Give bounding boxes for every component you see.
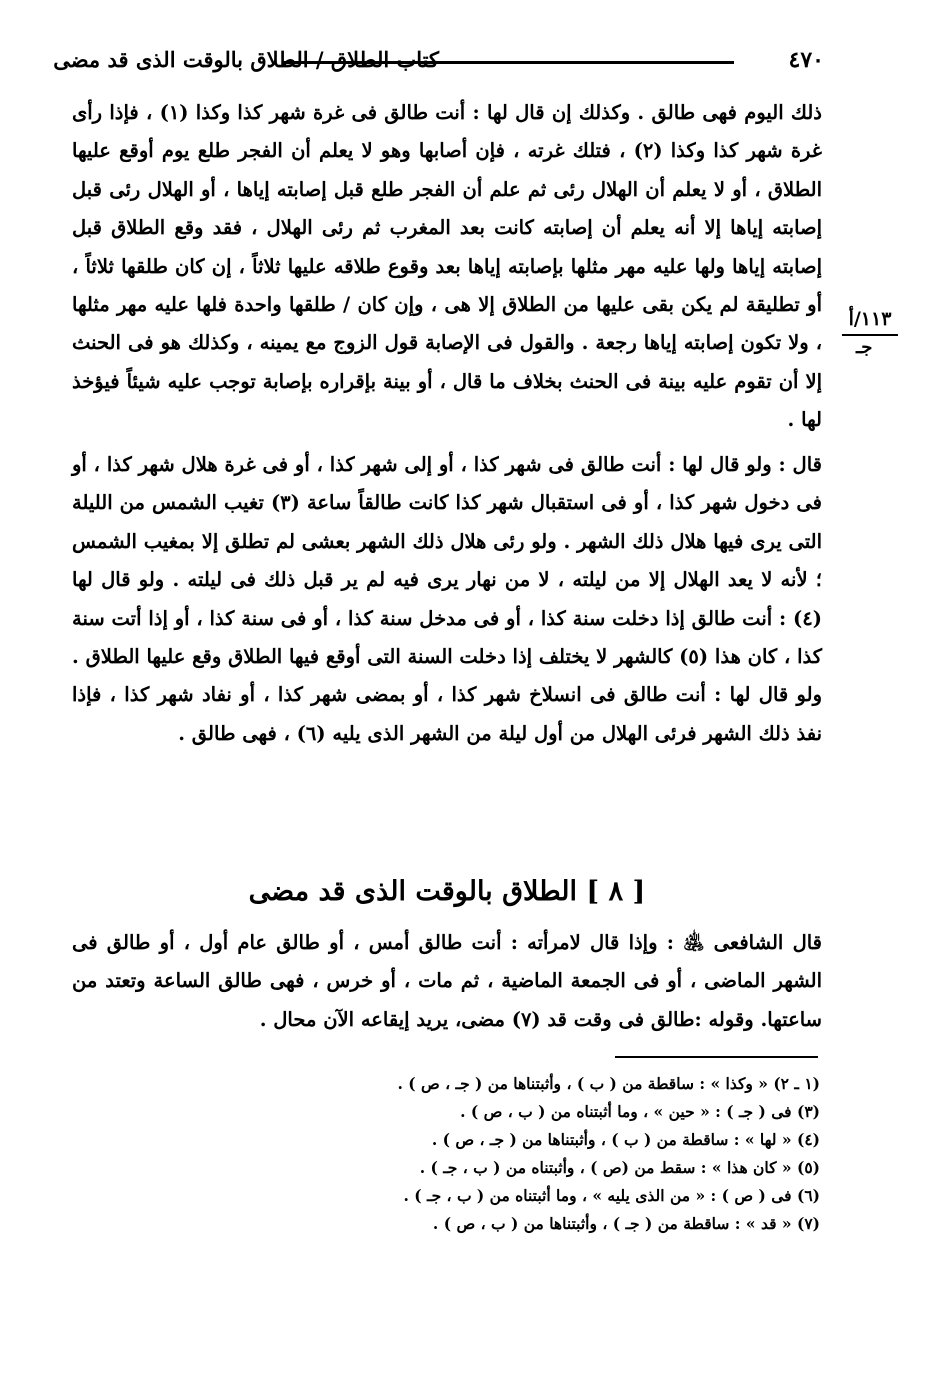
footnote-7: (٧) « قد » : ساقطة من ( جـ ) ، وأثبتناها من ( ب ، ص ) .: [432, 1214, 820, 1233]
footnotes: [200, 1070, 820, 1238]
header-rule: [282, 61, 734, 64]
footnote-4: (٤) « لها » : ساقطة من ( ب ) ، وأثبتناها من ( جـ ، ص ) .: [431, 1130, 820, 1149]
footnote-separator: [615, 1056, 818, 1058]
running-title: كتاب الطلاق / الطلاق بالوقت الذى قد مضى: [53, 47, 439, 72]
footnote-6: (٦) فى ( ص ) : « من الذى يليه » ، وما أثبتناه من ( ب ، جـ ) .: [403, 1186, 820, 1205]
footnote-5: (٥) « كان هذا » : سقط من (ص ) ، وأثبتناه من ( ب ، جـ ) .: [419, 1158, 820, 1177]
paragraph-2: قال : ولو قال لها : أنت طالق فى شهر كذا ، أو إلى شهر كذا ، أو فى غرة هلال شهر كذا ، أو فى دخول شهر كذا ، أو فى استقبال شهر كذا كانت طالقاً ساعة (٣) تغيب الشمس من الليلة التى يرى فيها هلال ذلك الشهر . ولو رئى هلال ذلك الشهر بعشى لم تطلق إلا بمغيب الشمس ؛ لأنه لا يعد الهلال إلا من ليلته ، لا من نهار يرى فيه لم ير قبل ذلك فى ليلته . ولو قال لها (٤) : أنت طالق إذا دخلت سنة كذا ، أو فى مدخل سنة كذا ، أو فى سنة كذا ، أو إذا أتت سنة كذا ، كان هذا (٥) كالشهر لا يختلف إذا دخلت السنة التى أوقع فيها الطلاق وقع عليها الطلاق . ولو قال لها : أنت طالق فى انسلاخ شهر كذا ، أو بمضى شهر كذا ، أو نفاد شهر كذا ، فإذا نفذ ذلك الشهر فرئى الهلال من أول ليلة من الشهر الذى يليه (٦) ، فهى طالق .: [72, 453, 822, 745]
page-header: [53, 42, 824, 78]
folio-rule: [842, 334, 898, 336]
folio-number: ١١٣/أ: [848, 308, 892, 330]
paragraph-3: قال الشافعى ﵁ : وإذا قال لامرأته : أنت طالق أمس ، أو طالق عام أول ، أو طالق فى الشهر الماضى ، أو فى الجمعة الماضية ، ثم مات ، أو خرس ، فهى طالق الساعة وتعتد من ساعتها. وقوله :طالق فى وقت قد (٧) مضى، يريد إيقاعه الآن محال .: [72, 931, 822, 1031]
page-number: ٤٧٠: [788, 47, 824, 73]
section-heading: [ ٨ ] الطلاق بالوقت الذى قد مضى: [248, 876, 646, 907]
footnote-3: (٣) فى ( جـ ) : « حين » ، وما أثبتناه من ( ب ، ص ) .: [460, 1102, 820, 1121]
manuscript-siglum: جـ: [856, 337, 873, 358]
footnote-1-2: (١ ـ ٢) « وكذا » : ساقطة من ( ب ) ، وأثبتناها من ( جـ ، ص ) .: [397, 1074, 820, 1093]
paragraph-1: ذلك اليوم فهى طالق . وكذلك إن قال لها : أنت طالق فى غرة شهر كذا وكذا (١) ، فإذا رأى غرة شهر كذا وكذا (٢) ، فتلك غرته ، فإن أصابها وهو لا يعلم أن الفجر طلع يوم أوقع عليها الطلاق ، أو لا يعلم أن الهلال رئى ثم علم أن الفجر طلع قبل إصابته إياها ، أو الهلال رئى قبل إصابته إياها إلا أنه يعلم أن إصابته كانت بعد المغرب ثم رئى الهلال ، فقد وقع الطلاق قبل إصابته إياها ولها عليه مهر مثلها بإصابته إياها بعد وقوع طلاقه عليها ثلاثاً ، إن كان طلقها ثلاثاً ، أو تطليقة لم يكن بقى عليها من الطلاق إلا هى ، وإن كان / طلقها واحدة فلها عليه مهر مثلها ، ولا تكون إصابته إياها رجعة . والقول فى الإصابة قول الزوج مع يمينه ، وكذلك هو فى الحنث إلا أن تقوم عليه بينة فى الحنث بخلاف ما قال ، أو بينة بإقراره بإصابة توجب عليه شيئاً فيؤخذ لها .: [72, 101, 822, 432]
manuscript-folio-reference: [840, 306, 900, 358]
